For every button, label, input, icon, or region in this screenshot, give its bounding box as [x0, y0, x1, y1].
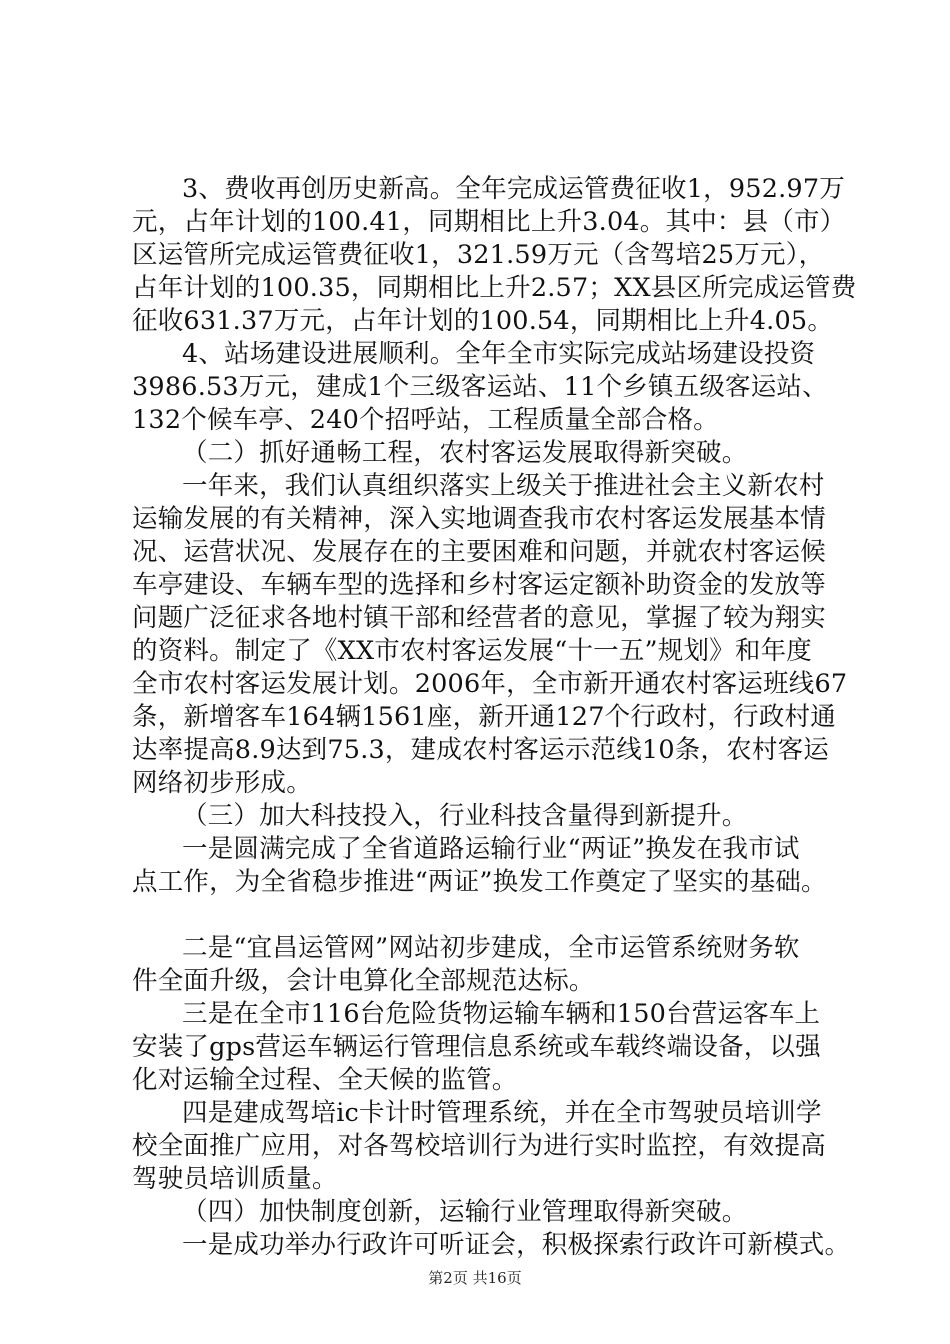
text-line: 达率提高8.9达到75.3，建成农村客运示范线10条，农村客运 — [132, 735, 829, 765]
text-line: 四是建成驾培ic卡计时管理系统，并在全市驾驶员培训学 — [182, 1098, 822, 1128]
text-line: 车亭建设、车辆车型的选择和乡村客运定额补助资金的发放等 — [132, 570, 826, 600]
text-line: 校全面推广应用，对各驾校培训行为进行实时监控，有效提高 — [132, 1131, 826, 1161]
section-heading: （四）加快制度创新，运输行业管理取得新突破。 — [182, 1197, 748, 1227]
page-number-footer: 第2页 共16页 — [428, 1269, 522, 1287]
text-line: 4、站场建设进展顺利。全年全市实际完成站场建设投资 — [182, 339, 816, 369]
text-line: 化对运输全过程、全天候的监管。 — [132, 1065, 518, 1095]
text-line: 征收631.37万元，占年计划的100.54，同期相比上升4.05。 — [132, 306, 834, 336]
text-line: 132个候车亭、240个招呼站，工程质量全部合格。 — [132, 405, 719, 435]
text-line: 3、费收再创历史新高。全年完成运管费征收1，952.97万 — [182, 174, 845, 204]
text-line: 问题广泛征求各地村镇干部和经营者的意见，掌握了较为翔实 — [132, 603, 826, 633]
text-line: 二是“宜昌运管网”网站初步建成，全市运管系统财务软 — [182, 933, 800, 963]
text-line: 占年计划的100.35，同期相比上升2.57；XX县区所完成运管费 — [132, 273, 857, 303]
section-heading: （二）抓好通畅工程，农村客运发展取得新突破。 — [182, 438, 748, 468]
text-line: 况、运营状况、发展存在的主要困难和问题，并就农村客运候 — [132, 537, 826, 567]
text-line: 条，新增客车164辆1561座，新开通127个行政村，行政村通 — [132, 702, 836, 732]
text-line: 区运管所完成运管费征收1，321.59万元（含驾培25万元）， — [132, 240, 825, 270]
text-line: 三是在全市116台危险货物运输车辆和150台营运客车上 — [182, 999, 821, 1029]
text-line: 运输发展的有关精神，深入实地调查我市农村客运发展基本情 — [132, 504, 826, 534]
text-line: 全市农村客运发展计划。2006年，全市新开通农村客运班线67 — [132, 669, 848, 699]
text-line: 一是圆满完成了全省道路运输行业“两证”换发在我市试 — [182, 834, 800, 864]
text-line: 安装了gps营运车辆运行管理信息系统或车载终端设备，以强 — [132, 1032, 821, 1062]
text-line: 元，占年计划的100.41，同期相比上升3.04。其中：县（市） — [132, 207, 846, 237]
text-line: 一是成功举办行政许可听证会，积极探索行政许可新模式。 — [182, 1230, 851, 1260]
text-line: 的资料。制定了《XX市农村客运发展“十一五”规划》和年度 — [132, 636, 812, 666]
text-line: 驾驶员培训质量。 — [132, 1164, 338, 1194]
text-line: 3986.53万元，建成1个三级客运站、11个乡镇五级客运站、 — [132, 372, 828, 402]
text-line: 网络初步形成。 — [132, 768, 312, 798]
text-line: 一年来，我们认真组织落实上级关于推进社会主义新农村 — [182, 471, 825, 501]
text-line: 点工作，为全省稳步推进“两证”换发工作奠定了坚实的基础。 — [132, 867, 827, 897]
section-heading: （三）加大科技投入，行业科技含量得到新提升。 — [182, 801, 748, 831]
text-line: 件全面升级，会计电算化全部规范达标。 — [132, 966, 595, 996]
